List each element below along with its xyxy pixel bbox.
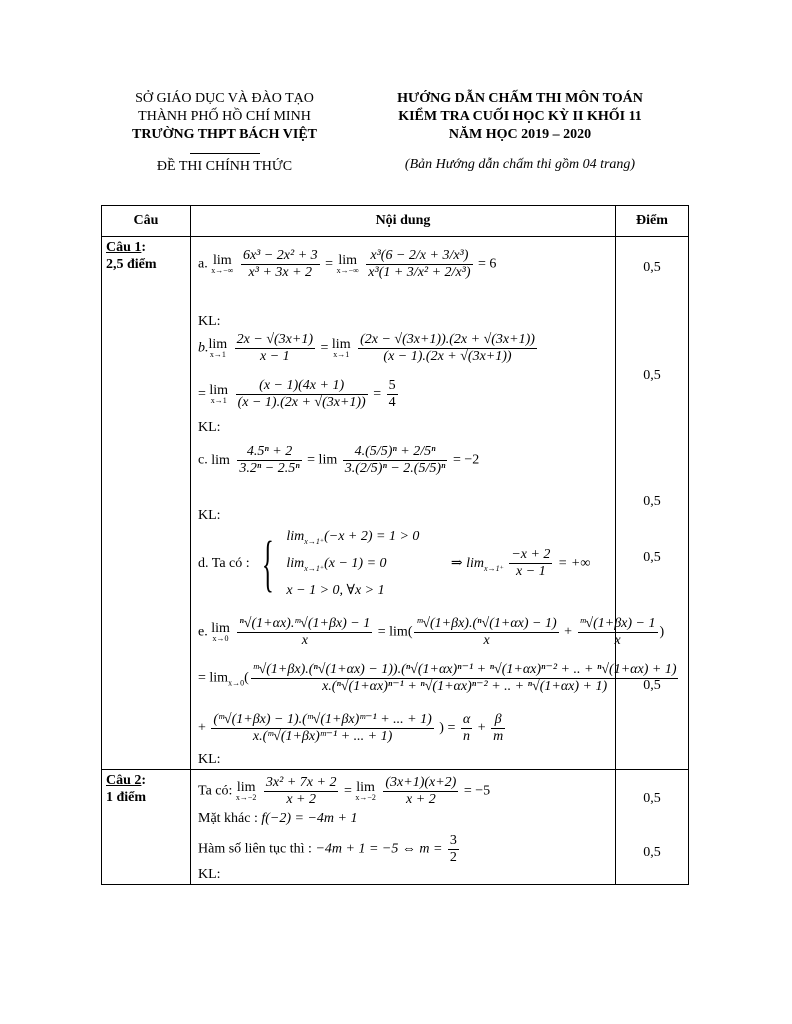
- col-noidung-header: Nội dung: [191, 206, 616, 237]
- cau2-line1: Ta có: lim x→−2 $\frac{\text{3x² + 7x + 2}}{x + 2}$ = lim x→−2 $\frac{(3x+1)(x+2)}{x + 2}$ = −5: [198, 775, 491, 807]
- formula: $\frac{\text{3x² + 7x + 2}}{x + 2}$: [265, 775, 337, 807]
- score-b: 0,5: [643, 368, 661, 383]
- cau1-cell: Câu 1: 2,5 điểm: [102, 237, 191, 770]
- formula: $\frac{(3x+1)(x+2)}{x + 2}$: [385, 775, 457, 807]
- table-header-row: [102, 206, 689, 237]
- header-left: [92, 90, 357, 176]
- school-year: NĂM HỌC 2019 – 2020: [448, 127, 592, 142]
- part-a: a. lim x→−∞ $\frac{\text{6x³ − 2x² + 3}}{\text{x³ + 3x + 2}}$ = lim x→−∞ $\frac{\text{x³(6 − 2/x + 3/x³)}}{\text{x³(1 + 3/x² + 2/x³)}}$ = 6: [198, 248, 497, 280]
- score-c: 0,5: [643, 494, 661, 509]
- formula: $\lim_{x\to 1^+}(-x + 2) = 1 > 0$ $\lim_{x\to 1^+}(x - 1) = 0$ x − 1 > 0, ∀x > 1: [286, 529, 420, 598]
- official-exam-label: ĐỀ THI CHÍNH THỨC: [156, 159, 293, 174]
- cau1-points: 2,5 điểm: [106, 257, 157, 272]
- part-c: c. lim $\frac{\text{4.5ⁿ + 2}}{\text{3.2ⁿ − 2.5ⁿ}}$ = lim $\frac{\text{4.(5/5)ⁿ + 2/5ⁿ}}{\text{3.(2/5)ⁿ − 2.(5/5)ⁿ}}$ = −2: [198, 444, 480, 476]
- formula: $\frac{\text{6x³ − 2x² + 3}}{\text{x³ + 3x + 2}}$: [242, 248, 318, 280]
- cau2-line2: [198, 811, 358, 827]
- cau1-title: Câu 1: [106, 240, 142, 255]
- score-a: 0,5: [643, 260, 661, 275]
- cau2-matkhac: Mặt khác :: [198, 811, 258, 826]
- cau2-lientuc: Hàm số liên tục thì :: [198, 841, 312, 857]
- cau2-content: [191, 770, 616, 885]
- formula: $\frac{\text{x³(6 − 2/x + 3/x³)}}{\text{x³(1 + 3/x² + 2/x³)}}$: [368, 248, 471, 280]
- cau2-line3: [198, 833, 461, 866]
- col-diem-header: Điểm: [616, 206, 689, 237]
- part-e-step2: + $\frac{\text{(ᵐ√(1+βx) − 1).(ᵐ√(1+βx)ᵐ⁻¹ + ... + 1)}}{\text{x.(ᵐ√(1+βx)ᵐ⁻¹ + ... + 1)}}$ ) = $\frac{\alpha}{n}$ + $\frac{\beta}{m}$: [198, 712, 504, 744]
- part-e-step1: = $\lim_{x\to 0}$( ᵐ√(1+βx).(ⁿ√(1+αx) − 1)).(ⁿ√(1+αx)ⁿ⁻¹ + ⁿ√(1+αx)ⁿ⁻² + .. + ⁿ√(1+αx) + 1) x.(ⁿ√(1+αx)ⁿ⁻¹ + ⁿ√(1+αx)ⁿ⁻² + .. + ⁿ√(1+αx) + 1): [198, 662, 677, 694]
- formula: $\frac{\alpha}{n}$: [462, 712, 471, 744]
- formula: $\frac{\text{4.5ⁿ + 2}}{\text{3.2ⁿ − 2.5ⁿ}}$: [239, 444, 300, 476]
- part-d-label: d. Ta có :: [198, 556, 250, 572]
- table-row: [102, 237, 689, 770]
- part-b-kl: KL:: [198, 420, 221, 435]
- col-cau-header: Câu: [102, 206, 191, 237]
- formula: $\frac{\beta}{m}$: [493, 712, 504, 744]
- formula: $\frac{\text{4.(5/5)ⁿ + 2/5ⁿ}}{\text{3.(2/5)ⁿ − 2.(5/5)ⁿ}}$: [344, 444, 446, 476]
- formula: ᵐ√(1+βx).(ⁿ√(1+αx) − 1)).(ⁿ√(1+αx)ⁿ⁻¹ + ⁿ√(1+αx)ⁿ⁻² + .. + ⁿ√(1+αx) + 1) x.(ⁿ√(1+αx)ⁿ⁻¹ + ⁿ√(1+αx)ⁿ⁻² + .. + ⁿ√(1+αx) + 1): [252, 662, 677, 694]
- formula: $\frac{\text{ᵐ√(1+βx) − 1}}{x}$: [579, 616, 656, 648]
- formula: $\frac{5}{4}$: [388, 378, 396, 410]
- part-e-label: e.: [198, 624, 208, 640]
- cau2-kl: KL:: [198, 867, 221, 882]
- page-note: (Bản Hướng dẫn chấm thi gồm 04 trang): [404, 157, 636, 172]
- part-b-step: = lim x→1 $\frac{(x - 1)(4x + 1)}{(x - 1).(2x + √(3x+1))}$ = $\frac{5}{4}$: [198, 378, 396, 410]
- formula: $\frac{2x - √(3x+1)}{x - 1}$: [236, 332, 314, 364]
- cau1-scores: [616, 237, 689, 770]
- header-right: [360, 90, 680, 174]
- part-a-label: a.: [198, 256, 208, 272]
- score-d: 0,5: [643, 550, 661, 565]
- formula: $\frac{\text{ⁿ√(1+αx).ᵐ√(1+βx) − 1}}{x}$: [239, 616, 371, 648]
- city-name: THÀNH PHỐ HỒ CHÍ MINH: [138, 109, 311, 124]
- cau2-title: Câu 2: [106, 773, 142, 788]
- part-d: d. Ta có : { $\lim_{x\to 1^+}(-x + 2) = 1 > 0$ $\lim_{x\to 1^+}(x - 1) = 0$ x − 1 > 0, ∀x > 1 ⇒ $\lim_{x\to 1^+}$ $\frac{-x + 2}{x - 1}$ = +∞: [198, 526, 590, 602]
- part-e: e. lim x→0 $\frac{\text{ⁿ√(1+αx).ᵐ√(1+βx) − 1}}{x}$ = lim( $\frac{\text{ᵐ√(1+βx).(ⁿ√(1+αx) − 1)}}{x}$ + $\frac{\text{ᵐ√(1+βx) − 1}}{x}$ ): [198, 616, 665, 648]
- score-cau2-2: 0,5: [643, 845, 661, 860]
- part-e-kl: KL:: [198, 752, 221, 767]
- formula: −4m + 1 = −5 ⇔ m =: [315, 841, 446, 857]
- score-cau2-1: 0,5: [643, 791, 661, 806]
- formula: f(−2) = −4m + 1: [261, 811, 358, 826]
- school-name: TRƯỜNG THPT BÁCH VIỆT: [131, 127, 318, 142]
- formula: $\frac{(2x - √(3x+1)).(2x + √(3x+1))}{(x - 1).(2x + √(3x+1))}$: [360, 332, 535, 364]
- part-b-label: b.: [198, 340, 209, 356]
- formula: $\frac{(x - 1)(4x + 1)}{(x - 1).(2x + √(3x+1))}$: [237, 378, 366, 410]
- cau2-points: 1 điểm: [106, 790, 147, 805]
- doc-title: HƯỚNG DẪN CHẤM THI MÔN TOÁN: [397, 91, 643, 106]
- formula: $\frac{\text{ᵐ√(1+βx).(ⁿ√(1+αx) − 1)}}{x}$: [416, 616, 557, 648]
- cau2-cell: Câu 2: 1 điểm: [102, 770, 191, 885]
- cau2-scores: [616, 770, 689, 885]
- table-row: [102, 770, 689, 885]
- part-b: b.lim x→1 $\frac{2x - √(3x+1)}{x - 1}$ = lim x→1 $\frac{(2x - √(3x+1)).(2x + √(3x+1))}{(x - 1).(2x + √(3x+1))}$: [198, 332, 535, 364]
- formula: ⇒ $\lim_{x\to 1^+}$ $\frac{-x + 2}{x - 1}$ = +∞: [450, 547, 591, 580]
- formula: $\frac{3}{2}$: [449, 833, 457, 865]
- score-e: 0,5: [643, 678, 661, 693]
- part-c-label: c.: [198, 452, 208, 468]
- part-c-kl: KL:: [198, 508, 221, 523]
- grading-table: [101, 205, 689, 885]
- part-a-kl: KL:: [198, 314, 221, 329]
- divider: [190, 147, 260, 154]
- cau2-taco: Ta có:: [198, 783, 233, 799]
- department-name: SỞ GIÁO DỤC VÀ ĐÀO TẠO: [135, 91, 314, 106]
- formula: $\frac{\text{(ᵐ√(1+βx) − 1).(ᵐ√(1+βx)ᵐ⁻¹ + ... + 1)}}{\text{x.(ᵐ√(1+βx)ᵐ⁻¹ + ... + 1)}}$: [213, 712, 432, 744]
- exam-title: KIỂM TRA CUỐI HỌC KỲ II KHỐI 11: [398, 109, 642, 124]
